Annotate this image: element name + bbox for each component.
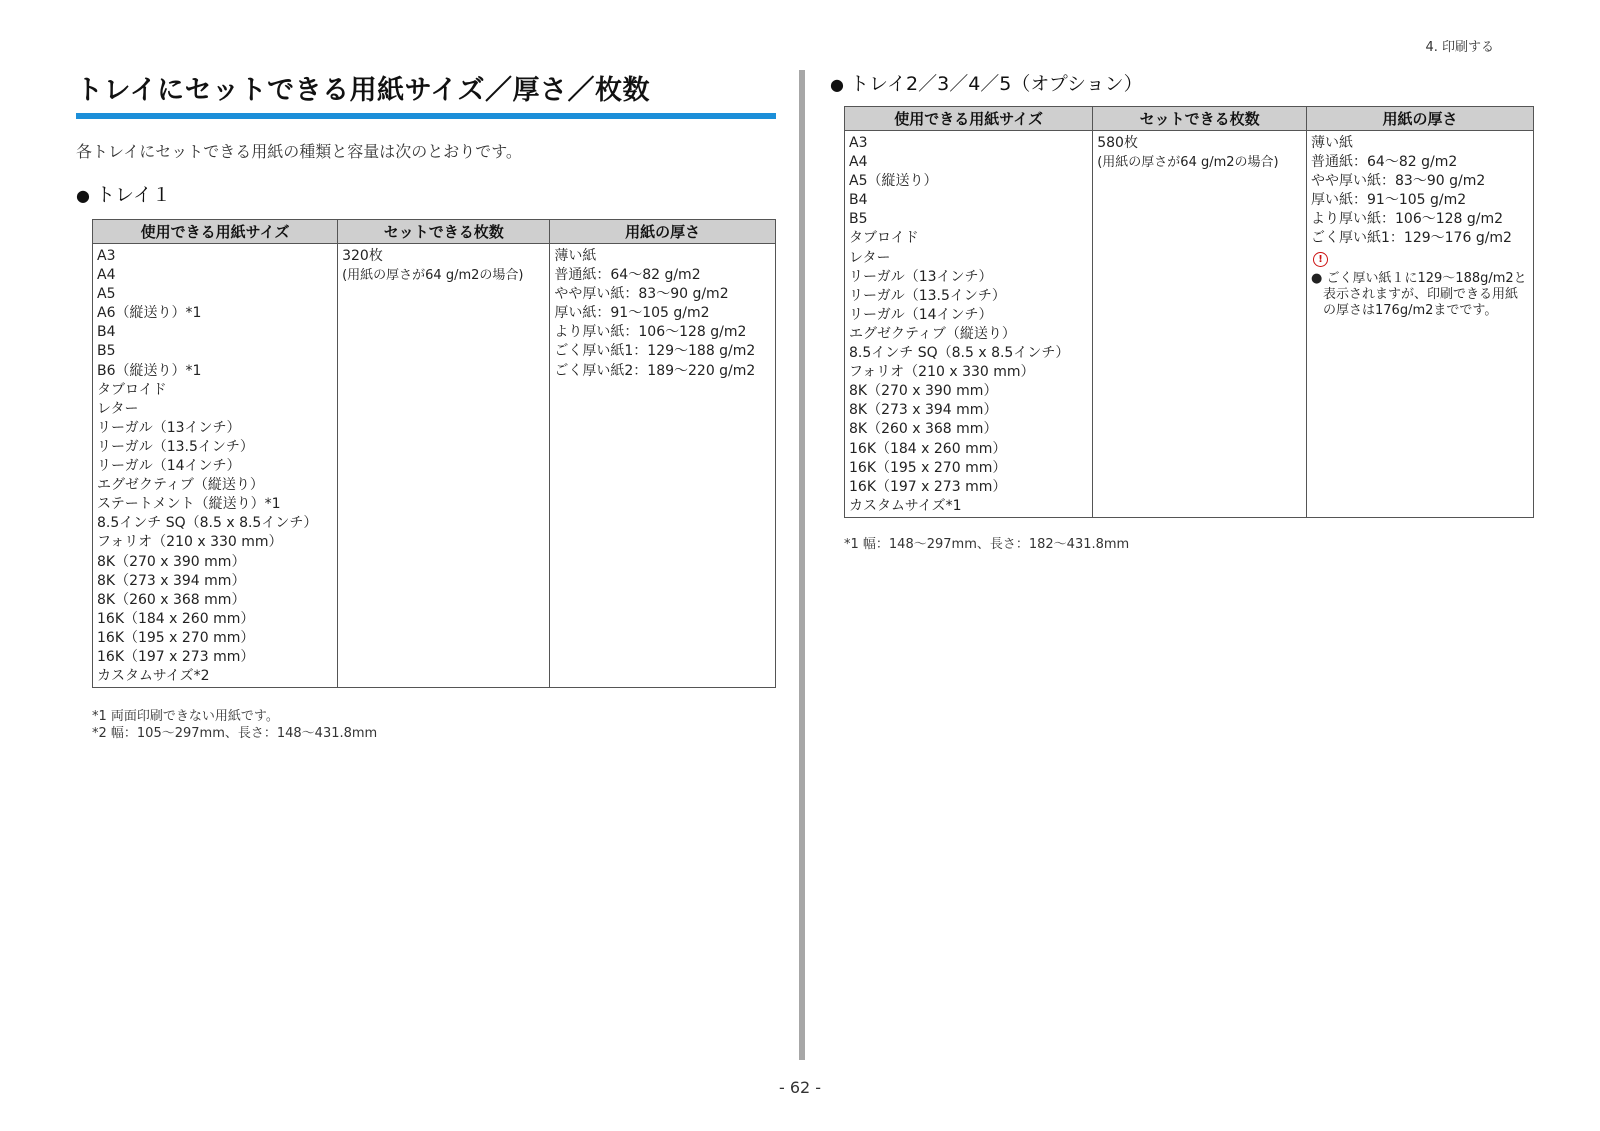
column-header-size: 使用できる用紙サイズ [845, 107, 1093, 131]
list-item: B6（縦送り）*1 [97, 362, 202, 379]
tray1-heading [76, 180, 776, 207]
list-item: A4 [849, 154, 868, 171]
list-item: リーガル（14インチ） [849, 306, 993, 323]
list-item: A6（縦送り）*1 [97, 305, 202, 322]
list-item: リーガル（13インチ） [97, 419, 241, 436]
list-item: B5 [97, 343, 116, 360]
list-item: やや厚い紙：83～90 g/m2 [554, 286, 729, 303]
list-item: A3 [849, 135, 868, 151]
list-item: 8K（260 x 368 mm） [97, 591, 246, 608]
list-item: 16K（195 x 270 mm） [849, 459, 1007, 476]
list-item: ごく厚い紙2：189～220 g/m2 [554, 362, 756, 379]
list-item: フォリオ（210 x 330 mm） [849, 364, 1035, 381]
list-item: タブロイド [849, 230, 919, 247]
table-header-row [93, 220, 776, 244]
tray1-thickness-cell [550, 244, 776, 688]
list-item: B4 [849, 192, 868, 209]
tray2-heading [830, 69, 1534, 96]
list-item: 16K（184 x 260 mm） [849, 440, 1007, 457]
list-item: A5 [97, 286, 116, 303]
list-item: カスタムサイズ*1 [849, 497, 962, 514]
list-item: リーガル（13インチ） [849, 268, 993, 285]
list-item: エグゼクティブ（縦送り） [97, 477, 264, 494]
list-item: エグゼクティブ（縦送り） [849, 325, 1016, 342]
capacity-note: (用紙の厚さが64 g/m2の場合) [1097, 155, 1279, 171]
list-item: 8K（260 x 368 mm） [849, 421, 998, 438]
tray1-size-cell [93, 244, 338, 688]
column-divider [799, 70, 805, 1060]
tray1-table-wrap [92, 219, 776, 688]
column-header-size: 使用できる用紙サイズ [93, 220, 338, 244]
list-item: A4 [97, 267, 116, 284]
list-item: レター [97, 400, 139, 417]
tray1-table [92, 219, 776, 688]
list-item: レター [849, 249, 891, 266]
tray2-heading-text: トレイ2／3／4／5（オプション） [849, 73, 1143, 95]
list-item: ごく厚い紙1：129～188 g/m2 [554, 343, 756, 360]
list-item: リーガル（13.5インチ） [97, 438, 254, 455]
column-header-capacity: セットできる枚数 [1093, 107, 1307, 131]
tray2-table-wrap [844, 106, 1534, 518]
chapter-label: 4. 印刷する [1425, 40, 1494, 55]
tray1-heading-text: トレイ１ [95, 184, 172, 206]
tray2-capacity-cell [1093, 131, 1307, 518]
list-item: 薄い紙 [1311, 135, 1354, 151]
list-item: 厚い紙：91～105 g/m2 [554, 305, 710, 322]
column-header-thickness: 用紙の厚さ [550, 220, 776, 244]
list-item: 普通紙：64～82 g/m2 [554, 267, 701, 284]
list-item: 普通紙：64～82 g/m2 [1311, 154, 1458, 171]
table-header-row [845, 107, 1534, 131]
capacity-value: 580枚 [1097, 135, 1138, 151]
list-item: A3 [97, 248, 116, 264]
left-column [76, 64, 776, 742]
list-item: より厚い紙：106～128 g/m2 [554, 324, 747, 341]
tray2-thickness-cell [1307, 131, 1534, 518]
column-header-capacity: セットできる枚数 [338, 220, 550, 244]
list-item: 16K（184 x 260 mm） [97, 610, 255, 627]
bullet-icon: ● [830, 75, 844, 94]
list-item: 16K（195 x 270 mm） [97, 629, 255, 646]
page-number: - 62 - [778, 1078, 822, 1097]
caution-note: ● ごく厚い紙１に129～188g/m2と表示されますが、印刷できる用紙の厚さは176g/m2までです。 [1311, 270, 1527, 318]
tray2-footnotes [844, 536, 1534, 553]
list-item: 16K（197 x 273 mm） [849, 478, 1007, 495]
list-item: より厚い紙：106～128 g/m2 [1311, 211, 1504, 228]
list-item: リーガル（14インチ） [97, 458, 241, 475]
intro-text: 各トレイにセットできる用紙の種類と容量は次のとおりです。 [76, 142, 522, 161]
list-item: フォリオ（210 x 330 mm） [97, 534, 283, 551]
list-item: 8.5インチ SQ（8.5 x 8.5インチ） [97, 515, 318, 532]
list-item: 厚い紙：91～105 g/m2 [1311, 192, 1467, 209]
list-item: 8K（270 x 390 mm） [849, 383, 998, 400]
footnote: *2 幅：105～297mm、長さ：148～431.8mm [92, 726, 378, 742]
list-item: タブロイド [97, 381, 167, 398]
list-item: ステートメント（縦送り）*1 [97, 496, 281, 513]
list-item: ごく厚い紙1：129～176 g/m2 [1311, 230, 1512, 247]
list-item: リーガル（13.5インチ） [849, 287, 1006, 304]
list-item: 薄い紙 [554, 248, 597, 264]
footnote: *1 両面印刷できない用紙です。 [92, 709, 279, 725]
tray2-table [844, 106, 1534, 518]
capacity-value: 320枚 [342, 248, 383, 264]
list-item: B5 [849, 211, 868, 228]
list-item: やや厚い紙：83～90 g/m2 [1311, 173, 1486, 190]
list-item: B4 [97, 324, 116, 341]
list-item: 8K（270 x 390 mm） [97, 553, 246, 570]
tray1-capacity-cell [338, 244, 550, 688]
bullet-icon: ● [76, 186, 90, 205]
table-row [93, 244, 776, 688]
caution-icon: ! [1313, 252, 1328, 267]
list-item: 8K（273 x 394 mm） [849, 402, 998, 419]
tray1-footnotes [92, 708, 776, 742]
column-header-thickness: 用紙の厚さ [1307, 107, 1534, 131]
list-item: 8.5インチ SQ（8.5 x 8.5インチ） [849, 345, 1070, 362]
list-item: カスタムサイズ*2 [97, 668, 210, 685]
right-column [830, 64, 1534, 553]
footnote: *1 幅：148～297mm、長さ：182～431.8mm [844, 536, 1130, 552]
capacity-note: (用紙の厚さが64 g/m2の場合) [342, 268, 524, 284]
page-title: トレイにセットできる用紙サイズ／厚さ／枚数 [76, 64, 776, 119]
list-item: 8K（273 x 394 mm） [97, 572, 246, 589]
table-row [845, 131, 1534, 518]
list-item: 16K（197 x 273 mm） [97, 648, 255, 665]
tray2-size-cell [845, 131, 1093, 518]
list-item: A5（縦送り） [849, 173, 938, 190]
